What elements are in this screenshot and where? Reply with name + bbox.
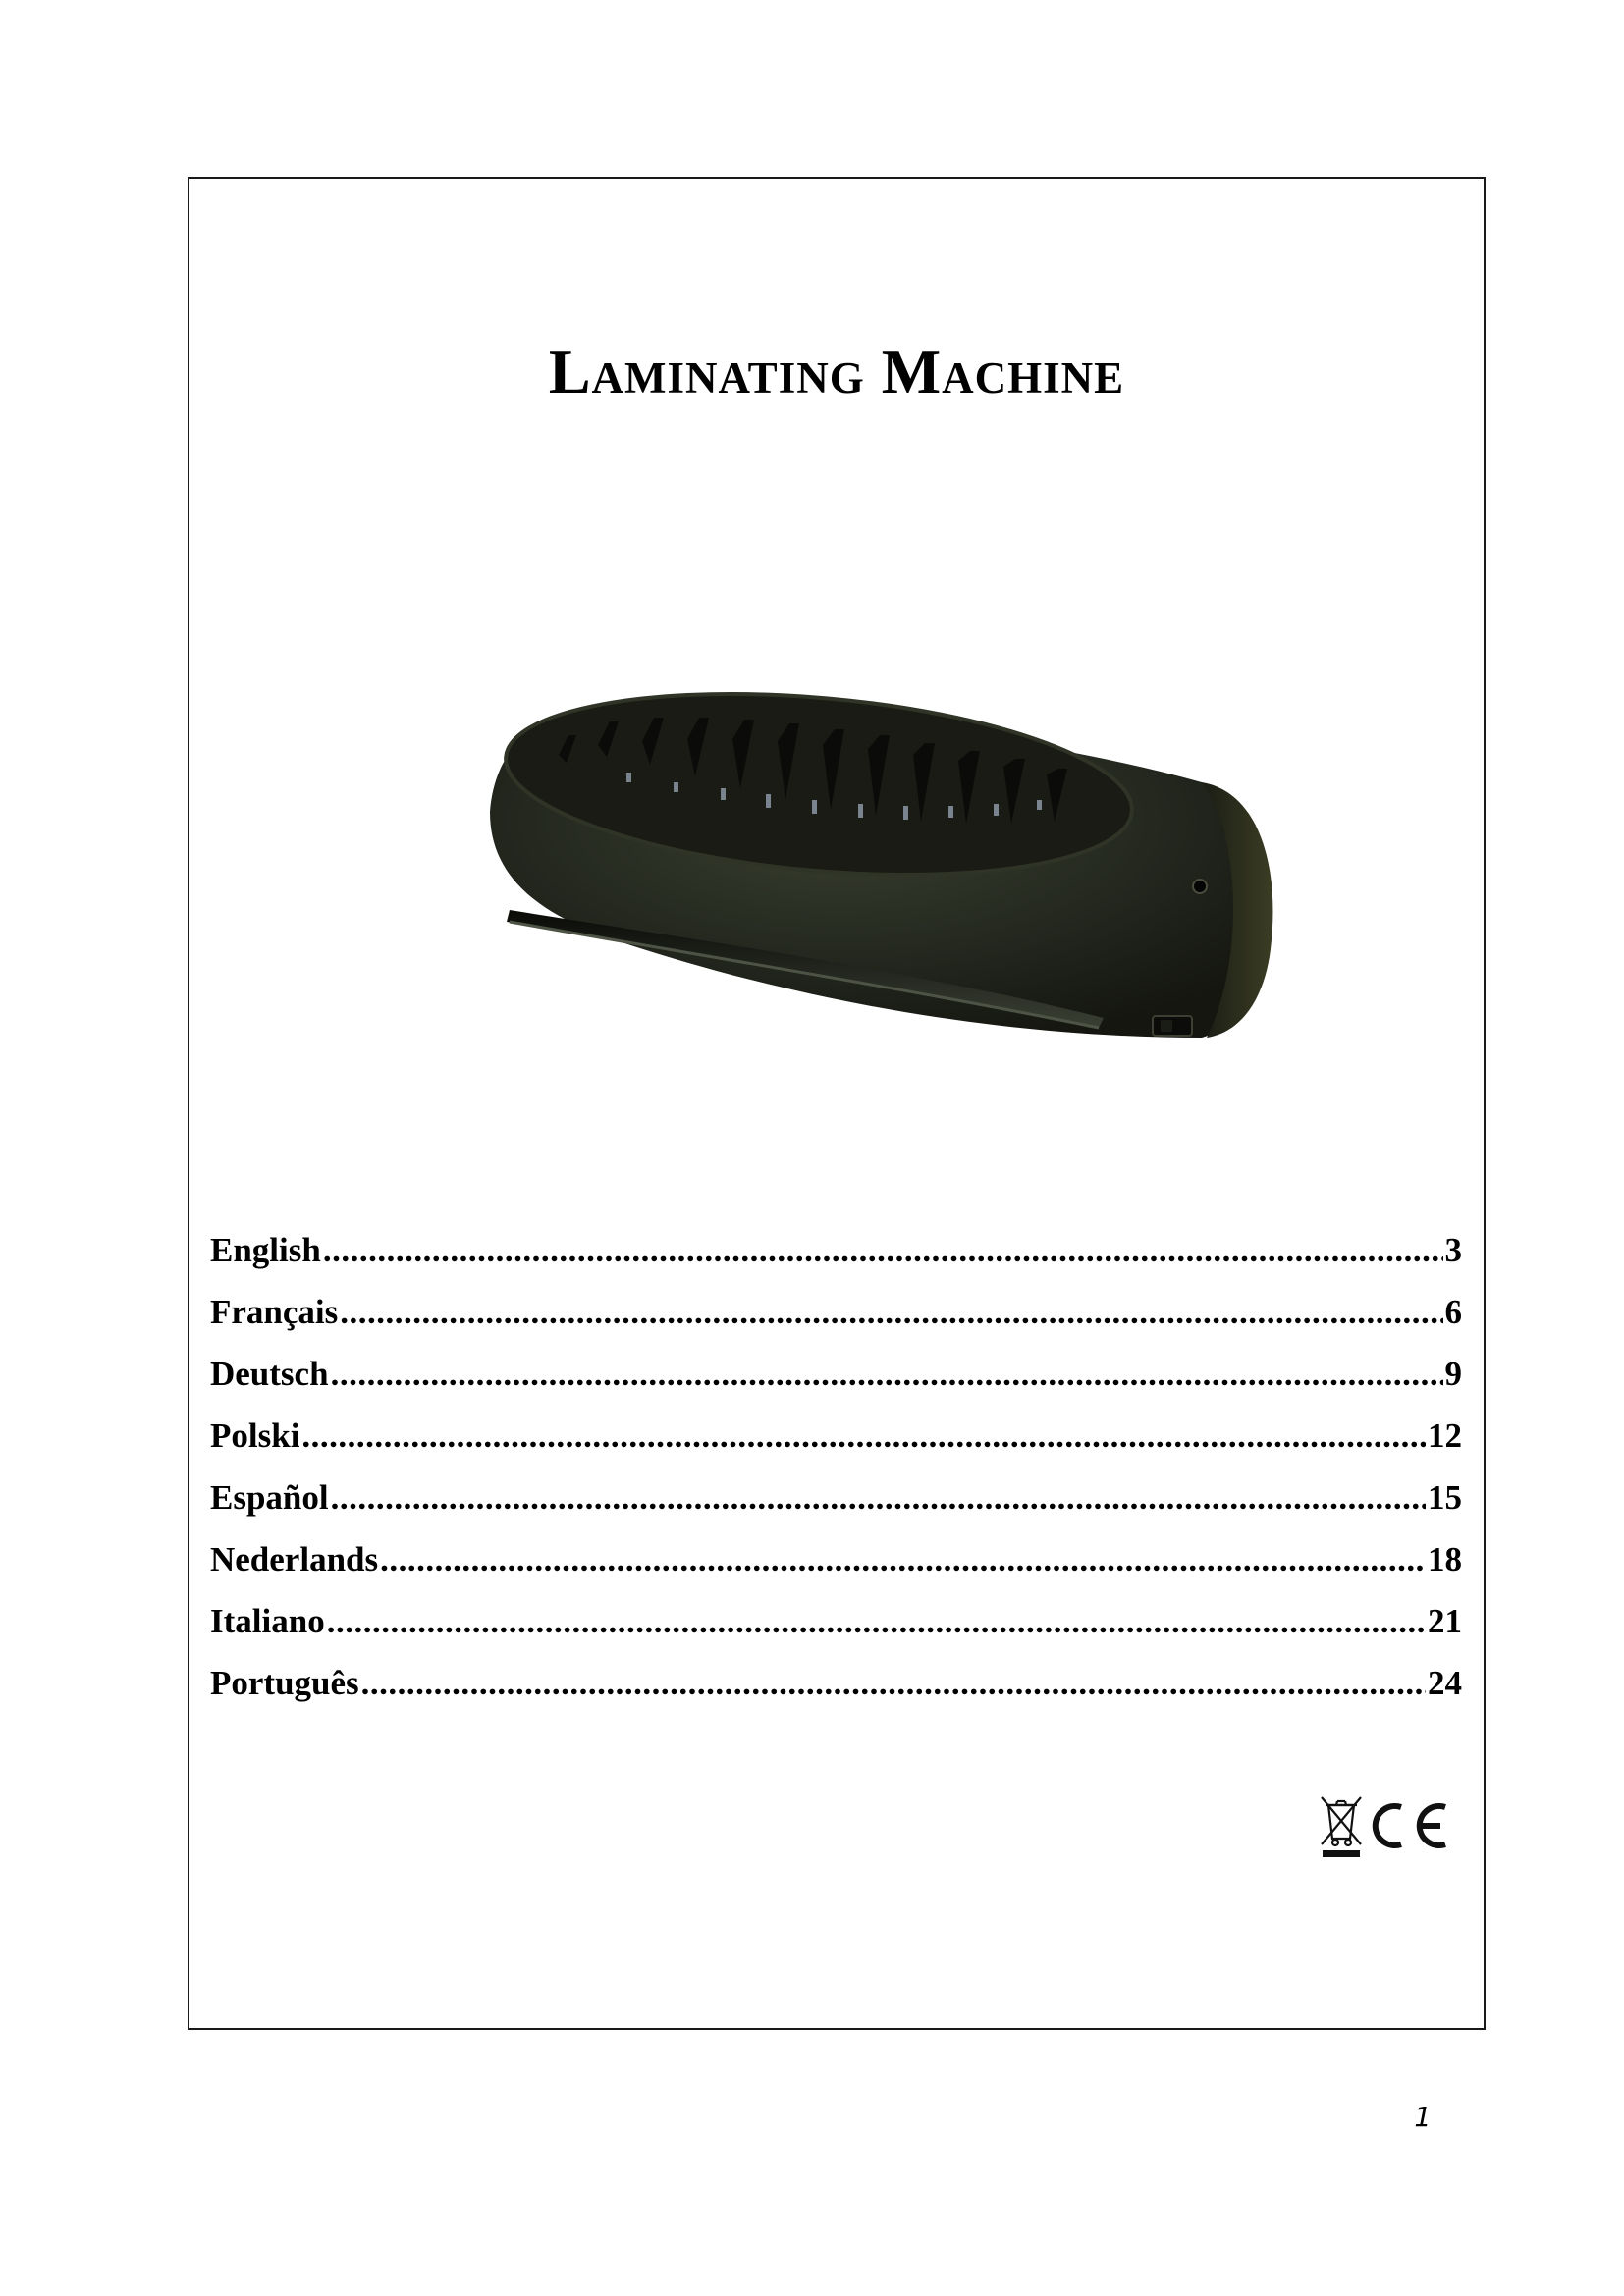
toc-leader (331, 1467, 1426, 1528)
laminator-photo (397, 615, 1280, 1263)
toc-page-number: 24 (1428, 1664, 1462, 1702)
toc-leader (380, 1528, 1426, 1590)
toc-label: Italiano (210, 1602, 325, 1640)
toc-label: Nederlands (210, 1540, 379, 1578)
toc-page-number: 18 (1428, 1540, 1462, 1578)
toc-entry-polski[interactable] (210, 1405, 1462, 1467)
toc-entry-italiano[interactable] (210, 1590, 1462, 1652)
toc-label: Français (210, 1293, 339, 1331)
toc-entry-deutsch[interactable] (210, 1343, 1462, 1405)
weee-bin-icon (1322, 1797, 1361, 1845)
toc-leader (340, 1281, 1442, 1343)
toc-page-number: 12 (1428, 1416, 1462, 1455)
toc-label: English (210, 1231, 321, 1269)
toc-entry-english[interactable] (210, 1219, 1462, 1281)
toc-leader (301, 1405, 1426, 1467)
indicator-light (1193, 880, 1207, 893)
document-title: Laminating Machine (548, 337, 1125, 406)
toc-leader (323, 1219, 1443, 1281)
toc-page-number: 21 (1428, 1602, 1462, 1640)
table-of-contents (210, 1219, 1462, 1714)
toc-page-number: 15 (1428, 1478, 1462, 1517)
page-number: 1 (1414, 2101, 1431, 2133)
toc-leader (327, 1590, 1426, 1652)
toc-entry-portugues[interactable] (210, 1652, 1462, 1714)
toc-page-number: 9 (1444, 1355, 1462, 1393)
toc-entry-francais[interactable] (210, 1281, 1462, 1343)
toc-label: Polski (210, 1416, 300, 1455)
toc-label: Português (210, 1664, 359, 1702)
toc-page-number: 3 (1444, 1231, 1462, 1269)
toc-label: Deutsch (210, 1355, 329, 1393)
toc-entry-espanol[interactable] (210, 1467, 1462, 1528)
ce-mark-icon (1376, 1806, 1445, 1845)
cover-frame (188, 177, 1486, 2030)
toc-label: Español (210, 1478, 329, 1517)
compliance-marks (1317, 1789, 1454, 1860)
toc-page-number: 6 (1444, 1293, 1462, 1331)
toc-leader (361, 1652, 1426, 1714)
toc-entry-nederlands[interactable] (210, 1528, 1462, 1590)
toc-leader (331, 1343, 1443, 1405)
